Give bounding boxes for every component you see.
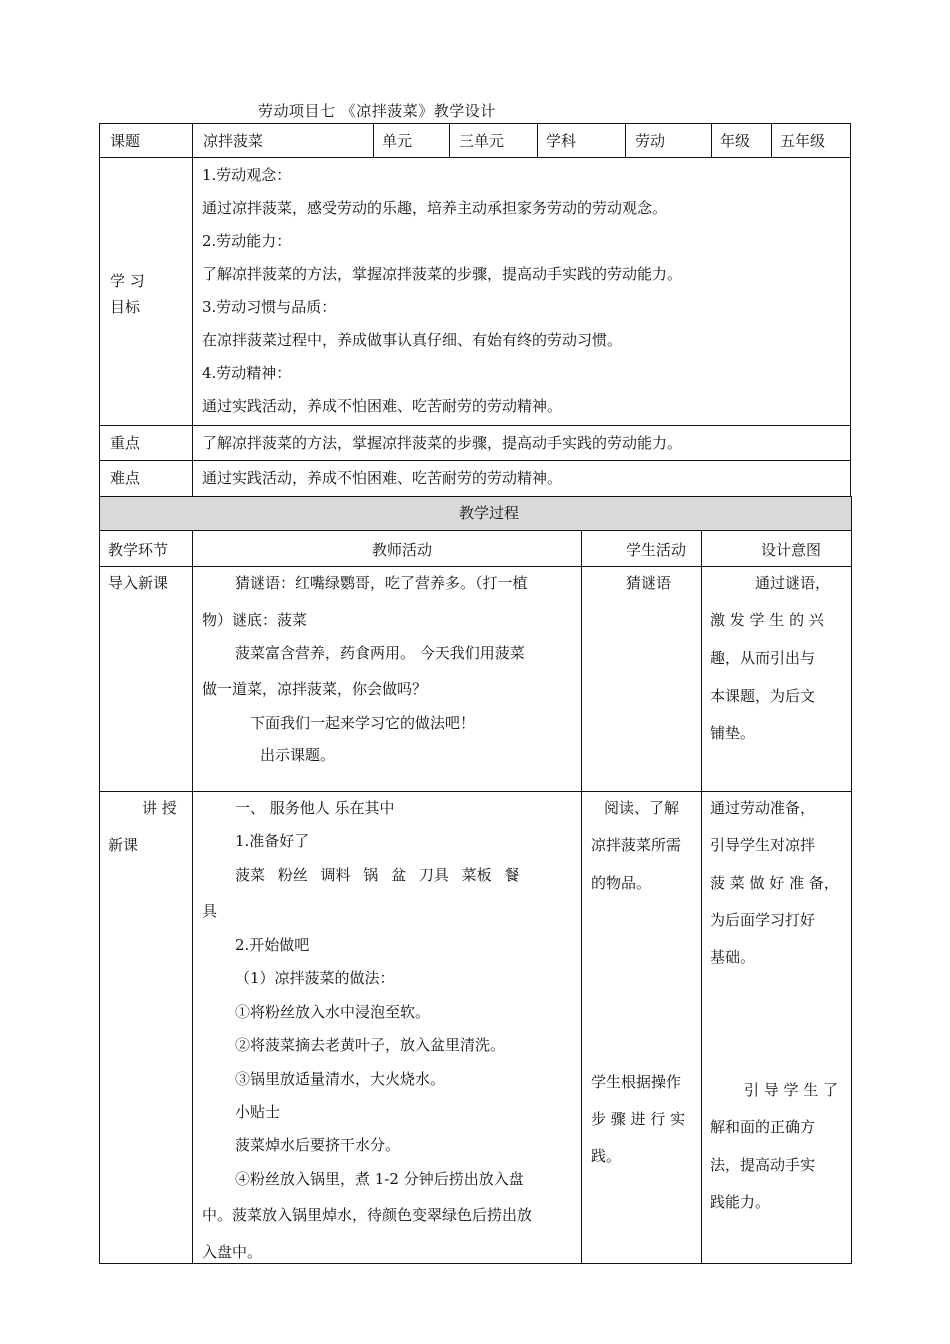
col-header-intent: 设计意图 [761, 541, 822, 559]
col-header-student: 学生活动 [626, 541, 687, 559]
topic-value: 凉拌菠菜 [203, 132, 264, 150]
intent-line: 通过谜语， [755, 574, 831, 592]
intent-line: 引导学生对凉拌 [710, 836, 816, 854]
col-header-stage-cell [99, 530, 193, 567]
process-heading-cell [99, 496, 852, 531]
topic-label: 课题 [110, 132, 141, 150]
row-lecture-teacher-cell [192, 791, 582, 1264]
row-lecture-stage-cell [99, 791, 193, 1264]
intent-line: 菠 菜 做 好 准 备， [710, 874, 839, 892]
teacher-line: 1.准备好了 [235, 832, 310, 850]
intent-line: 基础。 [710, 948, 756, 966]
grade-value: 五年级 [780, 132, 826, 150]
col-header-stage: 教学环节 [108, 541, 169, 559]
row-intro-stage: 导入新课 [108, 574, 169, 592]
document-title: 劳动项目七 《凉拌菠菜》教学设计 [258, 102, 496, 120]
row-lecture-student-cell [581, 791, 702, 1264]
teacher-line: ④粉丝放入锅里，煮 1-2 分钟后捞出放入盘 [235, 1170, 524, 1188]
key-point-text: 了解凉拌菠菜的方法，掌握凉拌菠菜的步骤，提高动手实践的劳动能力。 [202, 434, 683, 452]
difficult-point-label: 难点 [110, 469, 141, 487]
subject-value-cell [625, 123, 712, 158]
row-lecture-intent-cell [701, 791, 852, 1264]
goals-content-cell [192, 157, 851, 426]
intent-line: 引 导 学 生 了 [744, 1081, 839, 1099]
col-header-intent-cell [701, 530, 852, 567]
topic-value-cell [192, 123, 374, 158]
difficult-point-label-cell [99, 460, 193, 497]
teacher-line: 菠菜富含营养，药食两用。 今天我们用菠菜 [235, 644, 525, 662]
difficult-point-text-cell [192, 460, 851, 497]
grade-value-cell [771, 123, 851, 158]
student-line: 步 骤 进 行 实 [591, 1110, 686, 1128]
intent-line: 践能力。 [710, 1193, 771, 1211]
student-line: 猜谜语 [626, 574, 672, 592]
subject-label-cell [537, 123, 626, 158]
col-header-teacher: 教师活动 [372, 541, 433, 559]
goal-line: 通过凉拌菠菜，感受劳动的乐趣，培养主动承担家务劳动的劳动观念。 [202, 199, 668, 217]
intent-line: 通过劳动准备， [710, 799, 816, 817]
row-intro-stage-cell [99, 566, 193, 792]
intent-line: 趣，从而引出与 [710, 649, 816, 667]
row-intro-student-cell [581, 566, 702, 792]
row-lecture-stage-line1: 讲 授 [142, 799, 177, 817]
intent-line: 激 发 学 生 的 兴 [710, 611, 824, 629]
teacher-line: 下面我们一起来学习它的做法吧！ [250, 714, 476, 732]
subject-label: 学科 [546, 132, 577, 150]
teacher-line: 物）谜底：菠菜 [202, 611, 308, 629]
student-line: 践。 [591, 1147, 622, 1165]
teacher-line: ②将菠菜摘去老黄叶子，放入盆里清洗。 [235, 1036, 506, 1054]
teacher-line: ①将粉丝放入水中浸泡至软。 [235, 1003, 431, 1021]
subject-value: 劳动 [635, 132, 666, 150]
topic-label-cell [99, 123, 193, 158]
teacher-line: 一、 服务他人 乐在其中 [235, 799, 395, 817]
intent-line: 法，提高动手实 [710, 1156, 816, 1174]
student-line: 阅读、了解 [604, 799, 680, 817]
teacher-line: 2.开始做吧 [235, 936, 310, 954]
student-line: 学生根据操作 [591, 1073, 682, 1091]
teacher-line: 具 [202, 902, 218, 920]
goal-line: 3.劳动习惯与品质： [202, 298, 337, 316]
unit-value-cell [449, 123, 538, 158]
goal-line: 通过实践活动，养成不怕困难、吃苦耐劳的劳动精神。 [202, 397, 563, 415]
unit-label-cell [373, 123, 450, 158]
student-line: 的物品。 [591, 874, 652, 892]
intent-line: 本课题，为后文 [710, 687, 816, 705]
student-line: 凉拌菠菜所需 [591, 836, 682, 854]
difficult-point-text: 通过实践活动，养成不怕困难、吃苦耐劳的劳动精神。 [202, 469, 563, 487]
teacher-line: 做一道菜，凉拌菠菜，你会做吗？ [202, 680, 428, 698]
row-lecture-stage-line2: 新课 [108, 836, 139, 854]
teacher-line: 菠菜 粉丝 调料 锅 盆 刀具 菜板 餐 [235, 866, 520, 884]
teacher-line: 出示课题。 [260, 746, 336, 764]
teacher-line: 中。菠菜放入锅里焯水，待颜色变翠绿色后捞出放 [202, 1206, 533, 1224]
intent-line: 解和面的正确方 [710, 1118, 816, 1136]
teacher-line: 菠菜焯水后要挤干水分。 [235, 1136, 401, 1154]
unit-value: 三单元 [459, 132, 505, 150]
col-header-teacher-cell [192, 530, 582, 567]
row-intro-teacher-cell [192, 566, 582, 792]
goal-line: 了解凉拌菠菜的方法，掌握凉拌菠菜的步骤，提高动手实践的劳动能力。 [202, 265, 683, 283]
intent-line: 为后面学习打好 [710, 911, 816, 929]
key-point-label-cell [99, 425, 193, 461]
unit-label: 单元 [382, 132, 413, 150]
grade-label: 年级 [720, 132, 751, 150]
grade-label-cell [711, 123, 772, 158]
teacher-line: 入盘中。 [202, 1243, 263, 1261]
row-intro-intent-cell [701, 566, 852, 792]
teacher-line: ③锅里放适量清水，大火烧水。 [235, 1070, 446, 1088]
teacher-line: 小贴士 [235, 1103, 281, 1121]
teacher-line: （1）凉拌菠菜的做法： [235, 969, 395, 987]
col-header-student-cell [581, 530, 702, 567]
goal-line: 4.劳动精神： [202, 364, 292, 382]
goal-line: 2.劳动能力： [202, 232, 292, 250]
goals-label-cell [99, 157, 193, 426]
goal-line: 1.劳动观念： [202, 166, 292, 184]
key-point-text-cell [192, 425, 851, 461]
goal-line: 在凉拌菠菜过程中，养成做事认真仔细、有始有终的劳动习惯。 [202, 331, 623, 349]
goals-label-line1: 学 习 [110, 272, 145, 290]
teacher-line: 猜谜语：红嘴绿鹦哥，吃了营养多。（打一植 [235, 574, 528, 592]
intent-line: 铺垫。 [710, 724, 756, 742]
key-point-label: 重点 [110, 434, 141, 452]
process-heading: 教学过程 [459, 504, 520, 522]
goals-label-line2: 目标 [110, 298, 141, 316]
